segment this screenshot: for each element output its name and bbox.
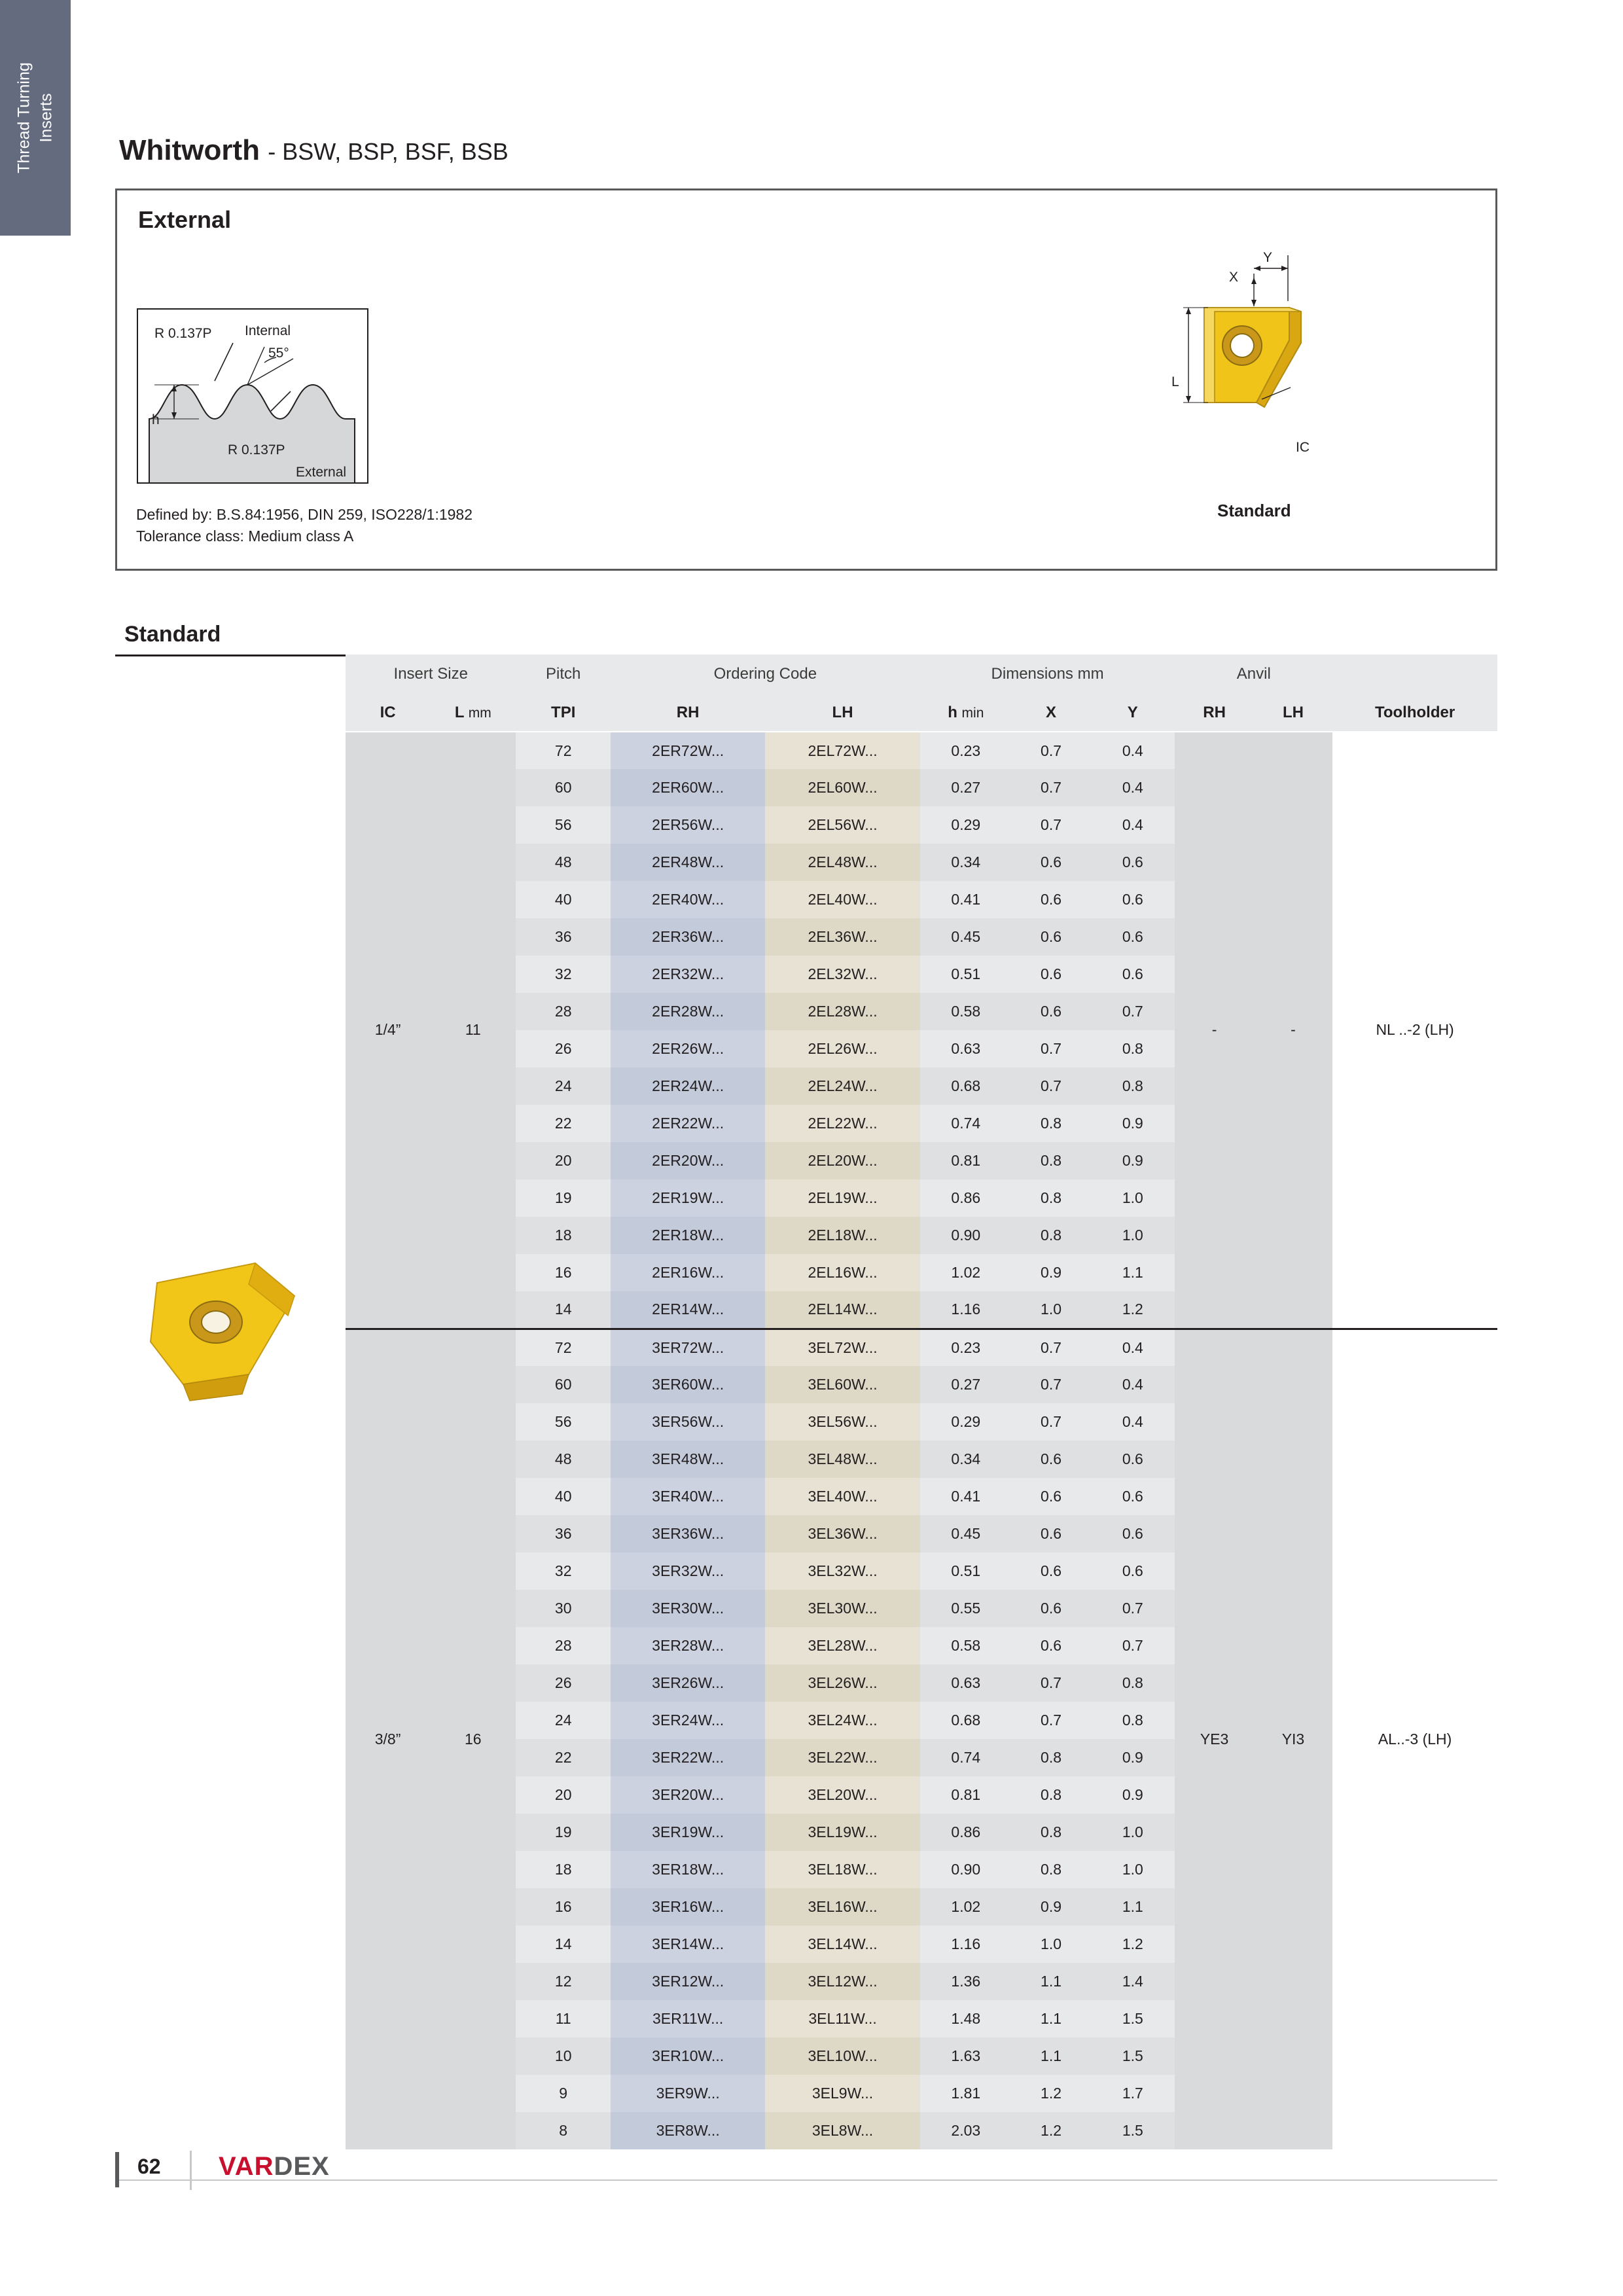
- brand-logo: [219, 2152, 330, 2181]
- cell-dim-x: 0.6: [1012, 993, 1090, 1030]
- cell-tpi: 20: [516, 1776, 610, 1814]
- cell-dim-y: 1.2: [1090, 1291, 1175, 1329]
- brand-logo-part2: DEX: [274, 2152, 330, 2181]
- cell-dim-y: 0.7: [1090, 1590, 1175, 1627]
- cell-ordering-code-lh: 2EL36W...: [765, 918, 919, 956]
- cell-dim-y: 0.4: [1090, 806, 1175, 844]
- table-row: [346, 1329, 1497, 1366]
- cell-dim-y: 1.2: [1090, 1926, 1175, 1963]
- cell-dim-x: 1.1: [1012, 2000, 1090, 2037]
- cell-dim-y: 1.0: [1090, 1179, 1175, 1217]
- cell-ordering-code-rh: 2ER36W...: [611, 918, 765, 956]
- cell-dim-y: 1.0: [1090, 1217, 1175, 1254]
- cell-dim-x: 0.6: [1012, 918, 1090, 956]
- cell-tpi: 24: [516, 1067, 610, 1105]
- cell-dim-x: 0.8: [1012, 1776, 1090, 1814]
- cell-ordering-code-lh: 3EL32W...: [765, 1552, 919, 1590]
- table-sub-header-row: [346, 694, 1497, 732]
- footer-divider: [190, 2151, 192, 2190]
- cell-dim-h: 1.36: [920, 1963, 1012, 2000]
- cell-dim-h: 0.58: [920, 993, 1012, 1030]
- cell-tpi: 8: [516, 2112, 610, 2149]
- cell-tpi: 22: [516, 1105, 610, 1142]
- cell-ordering-code-rh: 3ER10W...: [611, 2037, 765, 2075]
- cell-ordering-code-rh: 2ER60W...: [611, 769, 765, 806]
- cell-ordering-code-lh: 3EL11W...: [765, 2000, 919, 2037]
- cell-dim-x: 0.7: [1012, 1030, 1090, 1067]
- insert-photo-svg: [131, 1244, 327, 1414]
- cell-ordering-code-rh: 3ER16W...: [611, 1888, 765, 1926]
- cell-ordering-code-lh: 3EL9W...: [765, 2075, 919, 2112]
- cell-dim-x: 1.0: [1012, 1926, 1090, 1963]
- cell-tpi: 16: [516, 1254, 610, 1291]
- col-header-y: Y: [1090, 694, 1175, 732]
- cell-ordering-code-lh: 3EL14W...: [765, 1926, 919, 1963]
- cell-ordering-code-rh: 2ER24W...: [611, 1067, 765, 1105]
- cell-dim-y: 0.4: [1090, 1366, 1175, 1403]
- cell-tpi: 9: [516, 2075, 610, 2112]
- cell-dim-h: 0.41: [920, 881, 1012, 918]
- cell-ordering-code-lh: 2EL22W...: [765, 1105, 919, 1142]
- standard-reference-note: [136, 504, 725, 548]
- cell-tpi: 20: [516, 1142, 610, 1179]
- cell-dim-x: 0.8: [1012, 1739, 1090, 1776]
- table-group-header-row: [346, 655, 1497, 694]
- cell-ordering-code-lh: 3EL8W...: [765, 2112, 919, 2149]
- cell-ordering-code-lh: 3EL36W...: [765, 1515, 919, 1552]
- cell-dim-x: 0.8: [1012, 1142, 1090, 1179]
- footer-accent-bar: [115, 2152, 119, 2187]
- cell-tpi: 32: [516, 1552, 610, 1590]
- cell-dim-h: 0.34: [920, 844, 1012, 881]
- cell-ordering-code-lh: 2EL48W...: [765, 844, 919, 881]
- cell-ordering-code-lh: 2EL72W...: [765, 732, 919, 769]
- cell-tpi: 28: [516, 1627, 610, 1664]
- specifications-table: [346, 655, 1497, 2149]
- cell-dim-y: 0.8: [1090, 1702, 1175, 1739]
- cell-ordering-code-rh: 2ER40W...: [611, 881, 765, 918]
- cell-dim-y: 0.6: [1090, 1478, 1175, 1515]
- cell-tpi: 40: [516, 1478, 610, 1515]
- cell-dim-x: 0.6: [1012, 1515, 1090, 1552]
- cell-ordering-code-rh: 3ER36W...: [611, 1515, 765, 1552]
- cell-dim-x: 1.2: [1012, 2075, 1090, 2112]
- cell-ordering-code-lh: 3EL60W...: [765, 1366, 919, 1403]
- cell-dim-x: 0.6: [1012, 844, 1090, 881]
- cell-ordering-code-rh: 3ER8W...: [611, 2112, 765, 2149]
- cell-dim-h: 1.02: [920, 1254, 1012, 1291]
- table-row: [346, 732, 1497, 769]
- cell-ordering-code-rh: 3ER28W...: [611, 1627, 765, 1664]
- cell-dim-h: 0.58: [920, 1627, 1012, 1664]
- insert-photo: [131, 1244, 327, 1414]
- table-body: [346, 732, 1497, 2149]
- cell-tpi: 18: [516, 1851, 610, 1888]
- group-header-insert-size: Insert Size: [346, 655, 516, 694]
- cell-dim-h: 0.74: [920, 1739, 1012, 1776]
- section-tab: [0, 0, 71, 236]
- group-header-pitch: Pitch: [516, 655, 610, 694]
- cell-dim-x: 0.7: [1012, 1702, 1090, 1739]
- cell-dim-x: 0.6: [1012, 1590, 1090, 1627]
- label-l: L: [1171, 374, 1179, 389]
- cell-dim-y: 0.9: [1090, 1739, 1175, 1776]
- label-x: X: [1229, 270, 1239, 285]
- cell-ordering-code-lh: 3EL40W...: [765, 1478, 919, 1515]
- cell-ordering-code-lh: 3EL28W...: [765, 1627, 919, 1664]
- col-header-ic: IC: [346, 694, 430, 732]
- cell-ordering-code-rh: 3ER22W...: [611, 1739, 765, 1776]
- cell-ordering-code-rh: 2ER72W...: [611, 732, 765, 769]
- cell-toolholder: NL ..-2 (LH): [1332, 732, 1497, 1329]
- cell-ordering-code-lh: 3EL72W...: [765, 1329, 919, 1366]
- group-header-blank: [1332, 655, 1497, 694]
- cell-dim-x: 0.6: [1012, 1552, 1090, 1590]
- cell-dim-h: 0.41: [920, 1478, 1012, 1515]
- cell-ordering-code-rh: 3ER18W...: [611, 1851, 765, 1888]
- insert-dimension-svg: [1126, 236, 1400, 484]
- cell-dim-x: 0.7: [1012, 1664, 1090, 1702]
- cell-tpi: 18: [516, 1217, 610, 1254]
- cell-ordering-code-lh: 2EL28W...: [765, 993, 919, 1030]
- cell-ordering-code-lh: 2EL32W...: [765, 956, 919, 993]
- cell-dim-h: 0.55: [920, 1590, 1012, 1627]
- cell-dim-y: 1.0: [1090, 1851, 1175, 1888]
- cell-dim-x: 0.7: [1012, 1067, 1090, 1105]
- cell-ordering-code-rh: 2ER19W...: [611, 1179, 765, 1217]
- cell-tpi: 32: [516, 956, 610, 993]
- cell-dim-x: 0.6: [1012, 881, 1090, 918]
- cell-ordering-code-lh: 2EL14W...: [765, 1291, 919, 1329]
- cell-dim-h: 0.27: [920, 769, 1012, 806]
- label-h: h: [152, 412, 160, 427]
- cell-dim-x: 0.7: [1012, 769, 1090, 806]
- cell-ordering-code-lh: 2EL16W...: [765, 1254, 919, 1291]
- label-angle: 55°: [268, 346, 289, 361]
- cell-dim-y: 1.5: [1090, 2112, 1175, 2149]
- cell-ordering-code-lh: 2EL20W...: [765, 1142, 919, 1179]
- cell-dim-y: 0.6: [1090, 956, 1175, 993]
- cell-dim-h: 0.68: [920, 1702, 1012, 1739]
- cell-dim-y: 0.6: [1090, 1515, 1175, 1552]
- cell-ordering-code-rh: 3ER14W...: [611, 1926, 765, 1963]
- label-ic: IC: [1296, 440, 1310, 455]
- cell-tpi: 24: [516, 1702, 610, 1739]
- cell-dim-y: 0.4: [1090, 1403, 1175, 1441]
- cell-anvil-lh: -: [1254, 732, 1332, 1329]
- col-header-tpi: TPI: [516, 694, 610, 732]
- cell-dim-y: 0.9: [1090, 1105, 1175, 1142]
- cell-dim-h: 0.29: [920, 1403, 1012, 1441]
- cell-insert-size-ic: 1/4”: [346, 732, 430, 1329]
- cell-dim-h: 1.63: [920, 2037, 1012, 2075]
- cell-tpi: 16: [516, 1888, 610, 1926]
- page-title-sub: - BSW, BSP, BSF, BSB: [268, 138, 508, 165]
- cell-dim-x: 1.0: [1012, 1291, 1090, 1329]
- cell-ordering-code-lh: 3EL56W...: [765, 1403, 919, 1441]
- cell-ordering-code-rh: 2ER14W...: [611, 1291, 765, 1329]
- cell-dim-y: 0.8: [1090, 1030, 1175, 1067]
- external-panel-title: External: [138, 206, 232, 233]
- cell-dim-h: 1.02: [920, 1888, 1012, 1926]
- cell-dim-y: 0.4: [1090, 732, 1175, 769]
- cell-ordering-code-rh: 3ER12W...: [611, 1963, 765, 2000]
- cell-ordering-code-rh: 2ER22W...: [611, 1105, 765, 1142]
- group-header-ordering-code: Ordering Code: [611, 655, 920, 694]
- cell-ordering-code-rh: 2ER16W...: [611, 1254, 765, 1291]
- cell-dim-x: 1.1: [1012, 1963, 1090, 2000]
- insert-dimension-diagram: [1126, 236, 1400, 484]
- cell-ordering-code-rh: 3ER72W...: [611, 1329, 765, 1366]
- cell-dim-h: 1.48: [920, 2000, 1012, 2037]
- cell-dim-h: 0.45: [920, 918, 1012, 956]
- section-tab-label: Thread Turning Inserts: [14, 62, 55, 173]
- cell-dim-x: 0.8: [1012, 1105, 1090, 1142]
- cell-dim-y: 0.6: [1090, 881, 1175, 918]
- cell-tpi: 72: [516, 1329, 610, 1366]
- cell-dim-x: 0.8: [1012, 1851, 1090, 1888]
- cell-dim-h: 0.68: [920, 1067, 1012, 1105]
- cell-ordering-code-lh: 3EL18W...: [765, 1851, 919, 1888]
- col-header-anvil-rh: RH: [1175, 694, 1253, 732]
- cell-dim-x: 0.8: [1012, 1179, 1090, 1217]
- cell-ordering-code-rh: 3ER19W...: [611, 1814, 765, 1851]
- col-header-rh: RH: [611, 694, 765, 732]
- cell-tpi: 14: [516, 1926, 610, 1963]
- cell-ordering-code-rh: 3ER56W...: [611, 1403, 765, 1441]
- cell-dim-y: 1.1: [1090, 1888, 1175, 1926]
- cell-dim-y: 1.5: [1090, 2037, 1175, 2075]
- cell-tpi: 30: [516, 1590, 610, 1627]
- cell-tpi: 48: [516, 844, 610, 881]
- cell-dim-y: 0.4: [1090, 1329, 1175, 1366]
- cell-dim-y: 1.1: [1090, 1254, 1175, 1291]
- cell-ordering-code-lh: 3EL48W...: [765, 1441, 919, 1478]
- col-header-l: L mm: [430, 694, 516, 732]
- cell-dim-h: 0.63: [920, 1030, 1012, 1067]
- cell-ordering-code-rh: 3ER9W...: [611, 2075, 765, 2112]
- cell-dim-y: 0.6: [1090, 844, 1175, 881]
- insert-diagram-caption: Standard: [1217, 501, 1291, 520]
- cell-dim-x: 0.7: [1012, 1403, 1090, 1441]
- col-header-anvil-lh: LH: [1254, 694, 1332, 732]
- cell-ordering-code-lh: 2EL24W...: [765, 1067, 919, 1105]
- cell-ordering-code-rh: 3ER30W...: [611, 1590, 765, 1627]
- cell-dim-h: 0.86: [920, 1814, 1012, 1851]
- cell-dim-y: 0.9: [1090, 1142, 1175, 1179]
- cell-dim-x: 0.7: [1012, 1329, 1090, 1366]
- cell-dim-h: 0.86: [920, 1179, 1012, 1217]
- cell-dim-h: 0.45: [920, 1515, 1012, 1552]
- page-number: 62: [137, 2155, 161, 2178]
- label-radius-top: R 0.137P: [154, 326, 212, 341]
- cell-dim-h: 0.74: [920, 1105, 1012, 1142]
- section-heading: Standard: [124, 622, 221, 647]
- cell-ordering-code-lh: 3EL26W...: [765, 1664, 919, 1702]
- cell-ordering-code-rh: 2ER20W...: [611, 1142, 765, 1179]
- cell-dim-h: 0.34: [920, 1441, 1012, 1478]
- page-title: [119, 134, 508, 167]
- cell-ordering-code-rh: 2ER26W...: [611, 1030, 765, 1067]
- cell-dim-y: 0.8: [1090, 1067, 1175, 1105]
- col-header-toolholder: Toolholder: [1332, 694, 1497, 732]
- cell-ordering-code-lh: 3EL16W...: [765, 1888, 919, 1926]
- cell-dim-h: 1.16: [920, 1291, 1012, 1329]
- cell-ordering-code-lh: 3EL19W...: [765, 1814, 919, 1851]
- cell-dim-h: 0.51: [920, 956, 1012, 993]
- cell-toolholder: AL..-3 (LH): [1332, 1329, 1497, 2149]
- cell-dim-h: 0.90: [920, 1851, 1012, 1888]
- col-header-x: X: [1012, 694, 1090, 732]
- cell-tpi: 19: [516, 1814, 610, 1851]
- cell-dim-x: 0.8: [1012, 1217, 1090, 1254]
- cell-dim-y: 0.6: [1090, 1552, 1175, 1590]
- label-y: Y: [1263, 250, 1273, 265]
- cell-tpi: 56: [516, 1403, 610, 1441]
- cell-dim-y: 0.6: [1090, 1441, 1175, 1478]
- cell-ordering-code-rh: 2ER32W...: [611, 956, 765, 993]
- cell-tpi: 26: [516, 1664, 610, 1702]
- cell-ordering-code-lh: 2EL56W...: [765, 806, 919, 844]
- cell-insert-size-ic: 3/8”: [346, 1329, 430, 2149]
- cell-dim-x: 0.7: [1012, 806, 1090, 844]
- group-header-dimensions: Dimensions mm: [920, 655, 1175, 694]
- cell-dim-y: 0.6: [1090, 918, 1175, 956]
- group-header-anvil: Anvil: [1175, 655, 1332, 694]
- cell-dim-h: 0.90: [920, 1217, 1012, 1254]
- cell-ordering-code-lh: 2EL40W...: [765, 881, 919, 918]
- table-head: [346, 655, 1497, 732]
- cell-anvil-rh: -: [1175, 732, 1253, 1329]
- cell-tpi: 10: [516, 2037, 610, 2075]
- cell-dim-y: 1.4: [1090, 1963, 1175, 2000]
- cell-ordering-code-rh: 3ER40W...: [611, 1478, 765, 1515]
- cell-dim-h: 0.51: [920, 1552, 1012, 1590]
- cell-anvil-rh: YE3: [1175, 1329, 1253, 2149]
- label-external: External: [296, 465, 347, 480]
- cell-ordering-code-rh: 3ER48W...: [611, 1441, 765, 1478]
- label-internal: Internal: [245, 323, 291, 338]
- col-header-lh: LH: [765, 694, 919, 732]
- cell-tpi: 14: [516, 1291, 610, 1329]
- cell-dim-x: 0.7: [1012, 732, 1090, 769]
- cell-dim-h: 0.63: [920, 1664, 1012, 1702]
- cell-ordering-code-rh: 2ER28W...: [611, 993, 765, 1030]
- cell-ordering-code-rh: 3ER20W...: [611, 1776, 765, 1814]
- cell-dim-h: 0.81: [920, 1776, 1012, 1814]
- cell-ordering-code-rh: 3ER60W...: [611, 1366, 765, 1403]
- cell-dim-y: 0.7: [1090, 993, 1175, 1030]
- cell-tpi: 40: [516, 881, 610, 918]
- cell-tpi: 56: [516, 806, 610, 844]
- cell-dim-h: 0.29: [920, 806, 1012, 844]
- cell-dim-x: 0.9: [1012, 1254, 1090, 1291]
- cell-ordering-code-rh: 3ER32W...: [611, 1552, 765, 1590]
- cell-dim-x: 0.8: [1012, 1814, 1090, 1851]
- cell-tpi: 19: [516, 1179, 610, 1217]
- cell-tpi: 22: [516, 1739, 610, 1776]
- cell-ordering-code-lh: 3EL12W...: [765, 1963, 919, 2000]
- cell-dim-y: 0.9: [1090, 1776, 1175, 1814]
- cell-dim-h: 2.03: [920, 2112, 1012, 2149]
- cell-ordering-code-rh: 2ER56W...: [611, 806, 765, 844]
- cell-dim-x: 0.6: [1012, 1441, 1090, 1478]
- cell-dim-y: 0.8: [1090, 1664, 1175, 1702]
- cell-ordering-code-lh: 2EL60W...: [765, 769, 919, 806]
- cell-ordering-code-lh: 3EL10W...: [765, 2037, 919, 2075]
- page-title-main: Whitworth: [119, 134, 260, 166]
- cell-ordering-code-rh: 3ER26W...: [611, 1664, 765, 1702]
- cell-dim-y: 0.4: [1090, 769, 1175, 806]
- cell-tpi: 36: [516, 918, 610, 956]
- cell-tpi: 60: [516, 769, 610, 806]
- defined-by-text: Defined by: B.S.84:1956, DIN 259, ISO228/1:1982: [136, 506, 473, 523]
- cell-anvil-lh: YI3: [1254, 1329, 1332, 2149]
- cell-dim-h: 0.23: [920, 1329, 1012, 1366]
- cell-tpi: 26: [516, 1030, 610, 1067]
- cell-ordering-code-rh: 3ER24W...: [611, 1702, 765, 1739]
- cell-dim-y: 1.7: [1090, 2075, 1175, 2112]
- cell-dim-x: 1.1: [1012, 2037, 1090, 2075]
- cell-ordering-code-rh: 2ER48W...: [611, 844, 765, 881]
- cell-dim-y: 1.0: [1090, 1814, 1175, 1851]
- cell-tpi: 48: [516, 1441, 610, 1478]
- cell-tpi: 11: [516, 2000, 610, 2037]
- cell-tpi: 36: [516, 1515, 610, 1552]
- cell-tpi: 12: [516, 1963, 610, 2000]
- cell-tpi: 72: [516, 732, 610, 769]
- tolerance-text: Tolerance class: Medium class A: [136, 528, 354, 545]
- cell-ordering-code-lh: 3EL24W...: [765, 1702, 919, 1739]
- cell-ordering-code-rh: 3ER11W...: [611, 2000, 765, 2037]
- cell-dim-h: 0.27: [920, 1366, 1012, 1403]
- cell-dim-x: 1.2: [1012, 2112, 1090, 2149]
- brand-logo-part1: VAR: [219, 2152, 274, 2181]
- cell-dim-h: 0.23: [920, 732, 1012, 769]
- cell-ordering-code-lh: 3EL22W...: [765, 1739, 919, 1776]
- cell-dim-x: 0.6: [1012, 956, 1090, 993]
- cell-insert-size-l: 11: [430, 732, 516, 1329]
- cell-dim-h: 1.16: [920, 1926, 1012, 1963]
- cell-insert-size-l: 16: [430, 1329, 516, 2149]
- cell-dim-x: 0.6: [1012, 1478, 1090, 1515]
- cell-ordering-code-lh: 3EL30W...: [765, 1590, 919, 1627]
- cell-dim-y: 1.5: [1090, 2000, 1175, 2037]
- cell-dim-x: 0.9: [1012, 1888, 1090, 1926]
- cell-dim-h: 0.81: [920, 1142, 1012, 1179]
- cell-ordering-code-rh: 2ER18W...: [611, 1217, 765, 1254]
- cell-dim-x: 0.6: [1012, 1627, 1090, 1664]
- cell-ordering-code-lh: 3EL20W...: [765, 1776, 919, 1814]
- cell-tpi: 60: [516, 1366, 610, 1403]
- cell-tpi: 28: [516, 993, 610, 1030]
- col-header-h: h min: [920, 694, 1012, 732]
- cell-dim-y: 0.7: [1090, 1627, 1175, 1664]
- cell-dim-x: 0.7: [1012, 1366, 1090, 1403]
- cell-ordering-code-lh: 2EL26W...: [765, 1030, 919, 1067]
- label-radius-bottom: R 0.137P: [228, 442, 285, 457]
- cell-ordering-code-lh: 2EL19W...: [765, 1179, 919, 1217]
- cell-ordering-code-lh: 2EL18W...: [765, 1217, 919, 1254]
- cell-dim-h: 1.81: [920, 2075, 1012, 2112]
